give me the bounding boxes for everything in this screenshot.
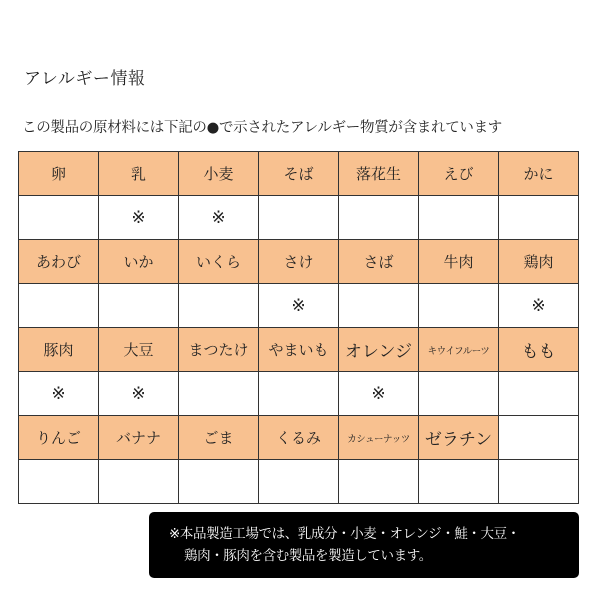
allergen-mark bbox=[419, 460, 499, 504]
allergen-name: いか bbox=[99, 240, 179, 284]
allergen-mark bbox=[339, 460, 419, 504]
allergen-name-row bbox=[19, 416, 579, 460]
allergen-name: さけ bbox=[259, 240, 339, 284]
allergen-mark bbox=[19, 284, 99, 328]
allergen-name: もも bbox=[499, 328, 579, 372]
allergen-mark bbox=[179, 372, 259, 416]
allergen-name: りんご bbox=[19, 416, 99, 460]
allergen-mark bbox=[419, 284, 499, 328]
allergen-mark bbox=[99, 460, 179, 504]
allergen-mark bbox=[179, 460, 259, 504]
allergen-mark bbox=[339, 196, 419, 240]
allergen-mark: ※ bbox=[499, 284, 579, 328]
allergen-name: 豚肉 bbox=[19, 328, 99, 372]
allergen-name: 大豆 bbox=[99, 328, 179, 372]
allergen-name: えび bbox=[419, 152, 499, 196]
allergen-mark bbox=[179, 284, 259, 328]
allergen-name: カシューナッツ bbox=[339, 416, 419, 460]
allergen-mark: ※ bbox=[179, 196, 259, 240]
allergen-mark: ※ bbox=[99, 372, 179, 416]
allergen-name: オレンジ bbox=[339, 328, 419, 372]
allergen-mark-row bbox=[19, 372, 579, 416]
allergen-name: 落花生 bbox=[339, 152, 419, 196]
allergen-name-row bbox=[19, 152, 579, 196]
allergen-name: やまいも bbox=[259, 328, 339, 372]
allergen-mark: ※ bbox=[99, 196, 179, 240]
allergen-name: ゼラチン bbox=[419, 416, 499, 460]
allergen-mark bbox=[259, 372, 339, 416]
allergen-mark bbox=[499, 460, 579, 504]
allergen-mark: ※ bbox=[339, 372, 419, 416]
allergen-mark bbox=[259, 196, 339, 240]
allergen-name: ごま bbox=[179, 416, 259, 460]
factory-note-line1: ※本品製造工場では、乳成分・小麦・オレンジ・鮭・大豆・ bbox=[169, 526, 520, 542]
allergen-name: 乳 bbox=[99, 152, 179, 196]
allergen-mark bbox=[19, 460, 99, 504]
allergen-mark bbox=[499, 372, 579, 416]
allergy-table bbox=[18, 151, 579, 504]
allergen-name: かに bbox=[499, 152, 579, 196]
allergen-mark bbox=[419, 372, 499, 416]
allergen-mark-row bbox=[19, 460, 579, 504]
factory-note-box bbox=[149, 512, 579, 578]
allergen-name: 卵 bbox=[19, 152, 99, 196]
allergen-mark: ※ bbox=[259, 284, 339, 328]
allergen-mark bbox=[19, 196, 99, 240]
allergen-name: いくら bbox=[179, 240, 259, 284]
allergen-name-row bbox=[19, 240, 579, 284]
allergen-name: そば bbox=[259, 152, 339, 196]
allergen-mark: ※ bbox=[19, 372, 99, 416]
allergen-mark bbox=[259, 460, 339, 504]
intro-text: この製品の原材料には下記の●で示されたアレルギー物質が含まれています bbox=[22, 120, 503, 136]
factory-note-line2: 鶏肉・豚肉を含む製品を製造しています。 bbox=[184, 548, 432, 564]
allergen-name: 牛肉 bbox=[419, 240, 499, 284]
allergen-name: あわび bbox=[19, 240, 99, 284]
allergen-name: さば bbox=[339, 240, 419, 284]
allergen-name-row bbox=[19, 328, 579, 372]
page-title: アレルギー情報 bbox=[24, 69, 146, 89]
allergen-mark bbox=[419, 196, 499, 240]
allergen-mark bbox=[499, 196, 579, 240]
allergen-name: 鶏肉 bbox=[499, 240, 579, 284]
allergen-name: バナナ bbox=[99, 416, 179, 460]
allergen-name: まつたけ bbox=[179, 328, 259, 372]
allergen-name: くるみ bbox=[259, 416, 339, 460]
allergen-mark-row bbox=[19, 196, 579, 240]
allergen-mark bbox=[99, 284, 179, 328]
allergen-mark bbox=[339, 284, 419, 328]
allergen-name: キウイフルーツ bbox=[419, 328, 499, 372]
allergen-mark-row bbox=[19, 284, 579, 328]
allergen-name-empty bbox=[499, 416, 579, 460]
allergen-name: 小麦 bbox=[179, 152, 259, 196]
